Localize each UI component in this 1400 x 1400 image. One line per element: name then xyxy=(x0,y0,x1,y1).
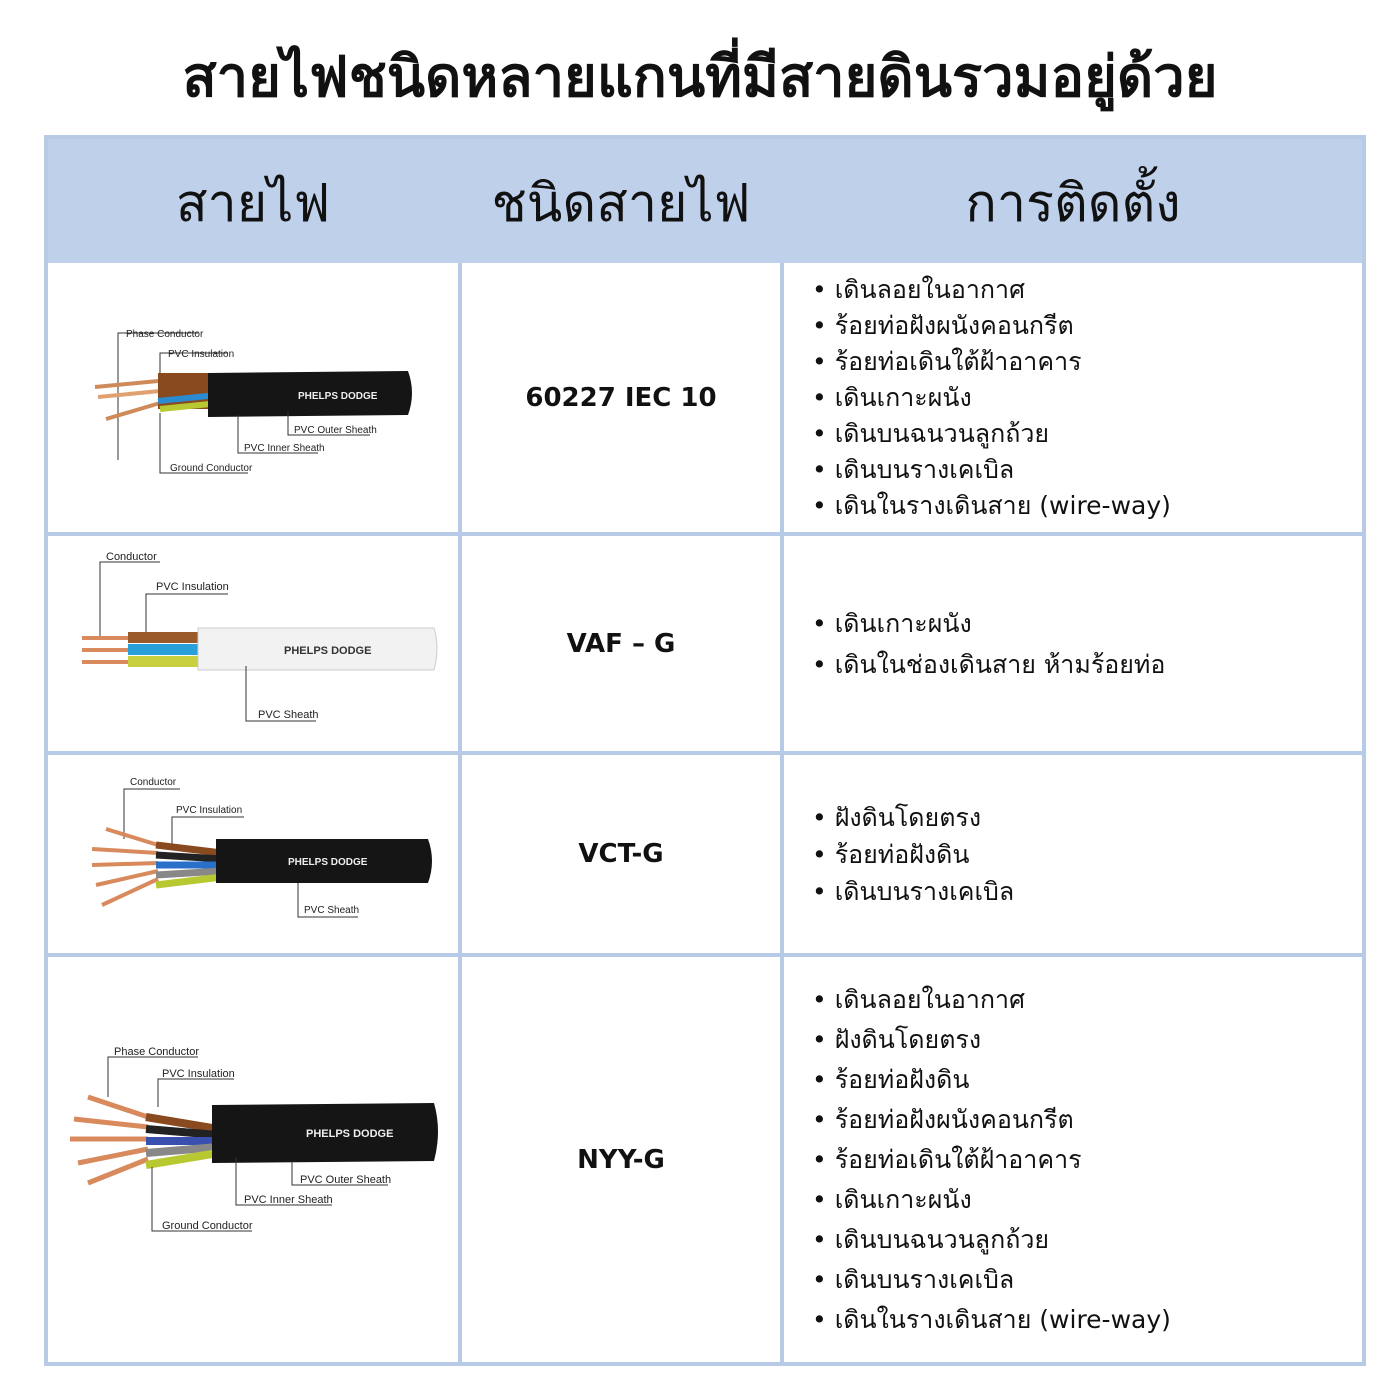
conductor-wire xyxy=(74,1119,148,1127)
label-conductor: Conductor xyxy=(106,551,157,563)
installation-list xyxy=(784,755,1362,953)
list-item: • เดินในรางเดินสาย (wire-way) xyxy=(812,1300,1362,1340)
label-pvc-insulation: PVC Insulation xyxy=(156,581,229,593)
phase-wire xyxy=(98,391,160,397)
table-row xyxy=(48,755,1362,953)
ground-core xyxy=(128,656,202,667)
phase-wire xyxy=(106,403,160,419)
list-item: • ร้อยท่อฝังดิน xyxy=(812,1060,1362,1100)
list-item: • ร้อยท่อฝังผนังคอนกรีต xyxy=(812,1100,1362,1140)
header-install: การติดตั้ง xyxy=(965,174,1181,234)
cable-type: NYY-G xyxy=(577,1144,665,1175)
table-row xyxy=(48,957,1362,1362)
cable-image-60227 xyxy=(48,263,458,532)
grey-core xyxy=(156,871,222,875)
conductor-wire xyxy=(88,1097,148,1117)
list-item: • ร้อยท่อฝังผนังคอนกรีต xyxy=(812,308,1362,344)
list-item: • เดินบนรางเคเบิล xyxy=(812,452,1362,488)
list-item: • เดินเกาะผนัง xyxy=(812,380,1362,416)
cable-type: VCT-G xyxy=(578,839,664,869)
list-item: • ร้อยท่อฝังดิน xyxy=(812,836,1362,873)
list-item: • เดินบนฉนวนลูกถ้วย xyxy=(812,1220,1362,1260)
list-item: • เดินลอยในอากาศ xyxy=(812,272,1362,308)
label-ground-conductor: Ground Conductor xyxy=(170,463,253,474)
header-cable: สายไฟ xyxy=(175,174,331,234)
list-item: • ร้อยท่อเดินใต้ฝ้าอาคาร xyxy=(812,344,1362,380)
list-item: • เดินในรางเดินสาย (wire-way) xyxy=(812,488,1362,524)
conductor-wire xyxy=(88,1159,148,1183)
black-core xyxy=(156,855,222,859)
list-item: • ฝังดินโดยตรง xyxy=(812,799,1362,836)
cable-image-vaf-g xyxy=(48,536,458,751)
label-pvc-insulation: PVC Insulation xyxy=(162,1068,235,1080)
list-item: • เดินเกาะผนัง xyxy=(812,603,1362,644)
brown-core xyxy=(156,845,222,853)
table-row xyxy=(48,263,1362,532)
cable-type: 60227 IEC 10 xyxy=(525,382,717,413)
list-item: • เดินในช่องเดินสาย ห้ามร้อยท่อ xyxy=(812,644,1362,685)
label-ground-conductor: Ground Conductor xyxy=(162,1220,253,1232)
installation-list xyxy=(784,536,1362,751)
label-pvc-insulation: PVC Insulation xyxy=(176,805,243,816)
list-item: • เดินบนฉนวนลูกถ้วย xyxy=(812,416,1362,452)
blue-core xyxy=(128,644,202,655)
brown-core xyxy=(128,632,202,643)
list-item: • เดินบนรางเคเบิล xyxy=(812,1260,1362,1300)
label-pvc-outer-sheath: PVC Outer Sheath xyxy=(294,425,377,436)
label-leader xyxy=(158,1079,234,1107)
header-type: ชนิดสายไฟ xyxy=(491,174,751,234)
brand-label: PHELPS DODGE xyxy=(306,1128,394,1140)
label-pvc-outer-sheath: PVC Outer Sheath xyxy=(300,1174,392,1186)
label-pvc-inner-sheath: PVC Inner Sheath xyxy=(244,443,325,454)
table-header xyxy=(48,139,1362,263)
conductor-wire xyxy=(92,849,158,853)
cable-image-vct-g xyxy=(48,755,458,953)
label-conductor: Conductor xyxy=(130,777,177,788)
label-leader xyxy=(100,562,160,636)
list-item: • เดินเกาะผนัง xyxy=(812,1180,1362,1220)
cable-type: VAF – G xyxy=(566,628,676,659)
label-pvc-inner-sheath: PVC Inner Sheath xyxy=(244,1194,333,1206)
list-item: • เดินลอยในอากาศ xyxy=(812,980,1362,1020)
label-phase-conductor: Phase Conductor xyxy=(126,329,204,340)
phase-wire xyxy=(95,381,158,387)
label-pvc-sheath: PVC Sheath xyxy=(304,905,360,916)
brand-label: PHELPS DODGE xyxy=(288,857,368,868)
conductor-wire xyxy=(106,829,158,845)
cable-image-nyy-g xyxy=(48,957,458,1362)
page-title: สายไฟชนิดหลายแกนที่มีสายดินรวมอยู่ด้วย xyxy=(182,45,1218,110)
list-item: • ฝังดินโดยตรง xyxy=(812,1020,1362,1060)
list-item: • เดินบนรางเคเบิล xyxy=(812,873,1362,910)
installation-list xyxy=(784,957,1362,1362)
table-row xyxy=(48,536,1362,751)
label-phase-conductor: Phase Conductor xyxy=(114,1046,199,1058)
brand-label: PHELPS DODGE xyxy=(284,645,372,657)
installation-list xyxy=(784,263,1362,532)
ground-core xyxy=(156,877,222,885)
conductor-wire xyxy=(92,863,158,865)
label-pvc-sheath: PVC Sheath xyxy=(258,709,319,721)
brand-label: PHELPS DODGE xyxy=(298,391,378,402)
list-item: • ร้อยท่อเดินใต้ฝ้าอาคาร xyxy=(812,1140,1362,1180)
cable-table xyxy=(44,135,1366,1366)
label-pvc-insulation: PVC Insulation xyxy=(168,349,235,360)
